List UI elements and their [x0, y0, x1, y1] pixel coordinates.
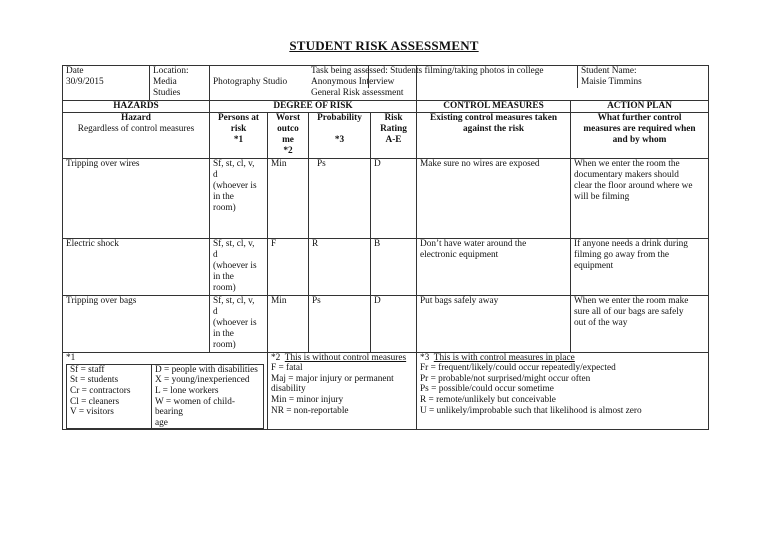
- risk-rating-column-header: Risk Rating A-E: [371, 112, 417, 158]
- risk-rating-cell: D: [371, 295, 417, 352]
- table-row: [63, 295, 709, 352]
- persons-column-header: Persons at risk *1: [210, 112, 268, 158]
- task-line-3: General Risk assessment: [311, 88, 404, 99]
- section-action-plan: ACTION PLAN: [571, 100, 709, 112]
- worst-outcome-cell: Min: [268, 295, 309, 352]
- student-value: Maisie Timmins: [581, 77, 642, 88]
- student-label: Student Name:: [581, 66, 637, 76]
- key2-header: *2 This is without control measures: [271, 352, 407, 363]
- risk-rating-cell: D: [371, 158, 417, 238]
- document-title: STUDENT RISK ASSESSMENT: [289, 38, 479, 53]
- control-cell: Don’t have water around the electronic equipment: [417, 238, 571, 295]
- persons-cell: Sf, st, cl, v, d (whoever is in the room): [210, 238, 268, 295]
- section-control-measures: CONTROL MEASURES: [417, 100, 571, 112]
- section-header-row: [63, 100, 709, 112]
- further-control-column-header: What further control measures are required when and by whom: [571, 112, 709, 158]
- column-header-row: [63, 112, 709, 158]
- hazard-cell: Electric shock: [63, 238, 210, 295]
- probability-cell: Ps: [309, 295, 371, 352]
- probability-cell: R: [309, 238, 371, 295]
- key-outcome-cell: *2 This is without control measures F = fatal Maj = major injury or permanent disability Min = minor injury NR = non-reportable: [268, 352, 417, 430]
- section-degree-of-risk: DEGREE OF RISK: [210, 100, 417, 112]
- key-probability-cell: *3 This is with control measures in place Fr = frequent/likely/could occur repeatedly/expected Pr = probable/not surprised/might occur often Ps = possible/could occur sometime R = remote/unlikely but conceivable U = unlikely/improbable such that likelihood is almost zero: [417, 352, 709, 430]
- key1-table: Sf = staff St = students Cr = contractors Cl = cleaners V = visitors D = people with disabilities X = young/inexperienced L = lone workers W = women of child-bearing age: [66, 364, 264, 430]
- table-row: [63, 158, 709, 238]
- task-description: [311, 66, 567, 100]
- hazard-cell: Tripping over wires: [63, 158, 210, 238]
- key-row: [63, 352, 709, 430]
- probability-cell: Ps: [309, 158, 371, 238]
- persons-cell: Sf, st, cl, v, d (whoever is in the room): [210, 158, 268, 238]
- task-line-1: Task being assessed: Students filming/taking photos in college: [311, 66, 544, 76]
- table-row: [63, 238, 709, 295]
- date-label: Date: [66, 66, 84, 76]
- date-cell: [63, 66, 210, 101]
- probability-column-header: Probability *3: [309, 112, 371, 158]
- location-label: Location: Media Studies: [153, 66, 189, 99]
- action-cell: When we enter the room the documentary makers should clear the floor around where we will be filming: [571, 158, 709, 238]
- key1-header: *1: [66, 352, 76, 363]
- date-value: 30/9/2015: [66, 77, 104, 88]
- worst-outcome-cell: F: [268, 238, 309, 295]
- worst-outcome-cell: Min: [268, 158, 309, 238]
- worst-outcome-column-header: Worst outco me *2: [268, 112, 309, 158]
- hazard-cell: Tripping over bags: [63, 295, 210, 352]
- section-hazards: HAZARDS: [63, 100, 210, 112]
- persons-cell: Sf, st, cl, v, d (whoever is in the room): [210, 295, 268, 352]
- task-line-2: Anonymous Interview: [311, 77, 395, 88]
- hazard-column-header: Hazard Regardless of control measures: [63, 112, 210, 158]
- control-cell: Make sure no wires are exposed: [417, 158, 571, 238]
- action-cell: If anyone needs a drink during filming go away from the equipment: [571, 238, 709, 295]
- control-cell: Put bags safely away: [417, 295, 571, 352]
- key-persons-cell: [63, 352, 268, 430]
- action-cell: When we enter the room make sure all of our bags are safely out of the way: [571, 295, 709, 352]
- risk-assessment-table: [62, 65, 709, 430]
- risk-rating-cell: B: [371, 238, 417, 295]
- key3-header: *3 This is with control measures in place: [420, 352, 575, 363]
- existing-control-column-header: Existing control measures taken against the risk: [417, 112, 571, 158]
- location-value: Photography Studio: [213, 77, 288, 88]
